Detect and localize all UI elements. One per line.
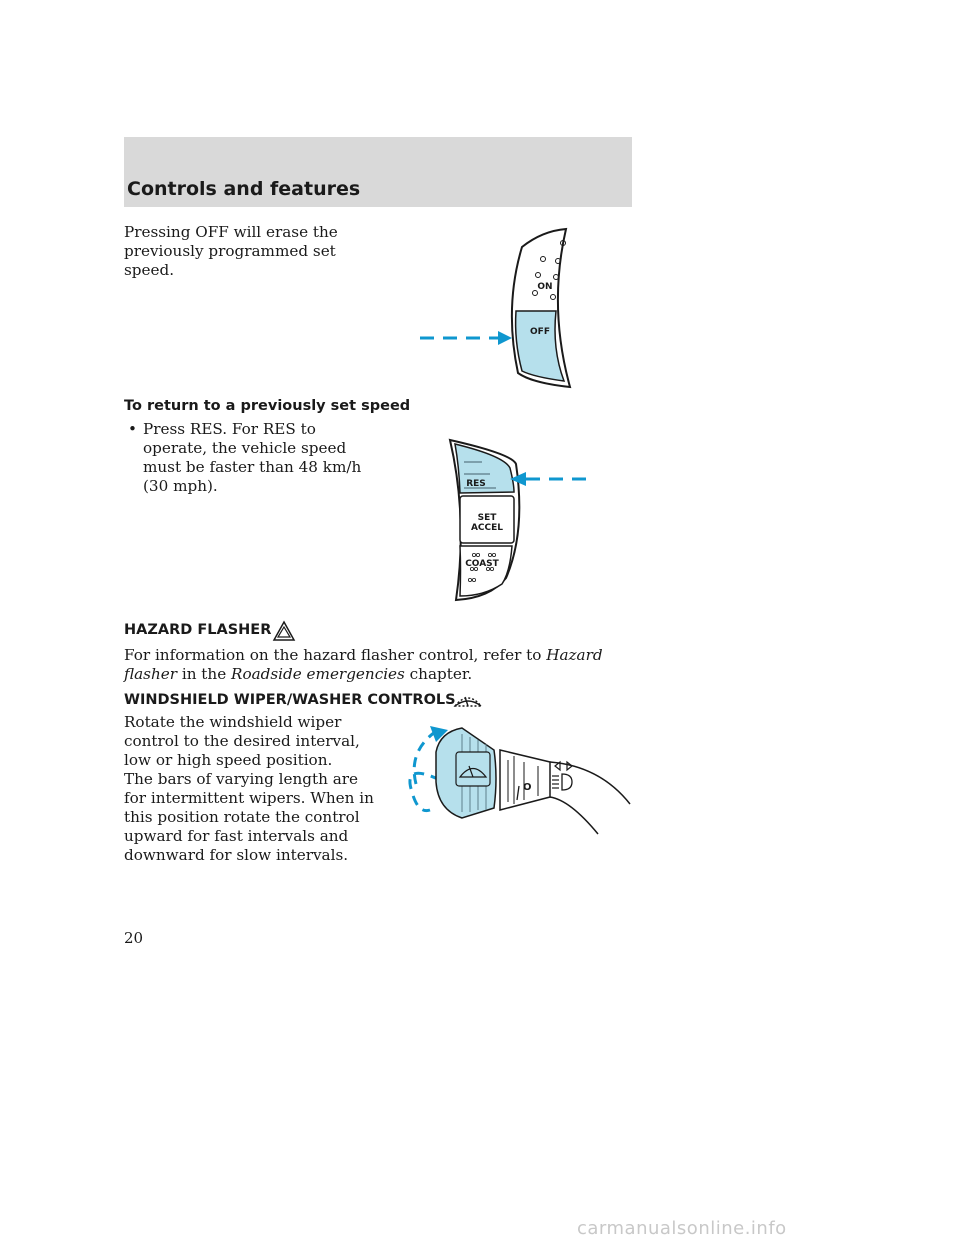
set-label: SET bbox=[477, 513, 497, 523]
wiper-paragraph-2: The bars of varying length are for intermittent wipers. When in this position rotate the control upward for fast intervals and downward for slow intervals. bbox=[124, 770, 374, 864]
page-number: 20 bbox=[124, 929, 144, 947]
accel-label: ACCEL bbox=[470, 523, 504, 533]
off-label: OFF bbox=[530, 327, 550, 337]
windshield-wiper-icon bbox=[452, 688, 484, 710]
hazard-text-before: For information on the hazard flasher control, refer to bbox=[124, 646, 547, 664]
hazard-heading: HAZARD FLASHER bbox=[124, 622, 272, 638]
wiper-paragraph-1: Rotate the windshield wiper control to the desired interval, low or high speed position. bbox=[124, 713, 360, 769]
hazard-text-middle: in the bbox=[177, 665, 232, 683]
bullet-mark: • bbox=[128, 420, 137, 438]
hazard-paragraph bbox=[124, 646, 644, 684]
res-label: RES bbox=[466, 479, 486, 489]
speed-control-res-figure bbox=[440, 436, 600, 604]
res-heading: To return to a previously set speed bbox=[124, 398, 411, 414]
speed-control-off-figure bbox=[420, 225, 580, 390]
off-position-label: O bbox=[523, 782, 532, 793]
wiper-stalk-figure bbox=[400, 722, 635, 842]
off-paragraph: Pressing OFF will erase the previously programmed set speed. bbox=[124, 223, 338, 279]
footer-watermark: carmanualsonline.info bbox=[577, 1218, 787, 1239]
hazard-flasher-reference: Hazard flasher bbox=[124, 646, 603, 683]
res-bullet-text: Press RES. For RES to operate, the vehicle speed must be faster than 48 km/h (30 mph). bbox=[143, 420, 362, 495]
hazard-triangle-icon bbox=[273, 621, 295, 641]
roadside-emergencies-reference: Roadside emergencies bbox=[231, 665, 405, 683]
wiper-heading: WINDSHIELD WIPER/WASHER CONTROLS bbox=[124, 692, 456, 708]
section-title: Controls and features bbox=[127, 178, 361, 200]
coast-label: COAST bbox=[465, 559, 499, 569]
coast-button-area bbox=[460, 546, 512, 596]
arrow-head bbox=[498, 331, 512, 345]
hazard-text-after: chapter. bbox=[404, 665, 473, 683]
on-label: ON bbox=[537, 282, 553, 292]
